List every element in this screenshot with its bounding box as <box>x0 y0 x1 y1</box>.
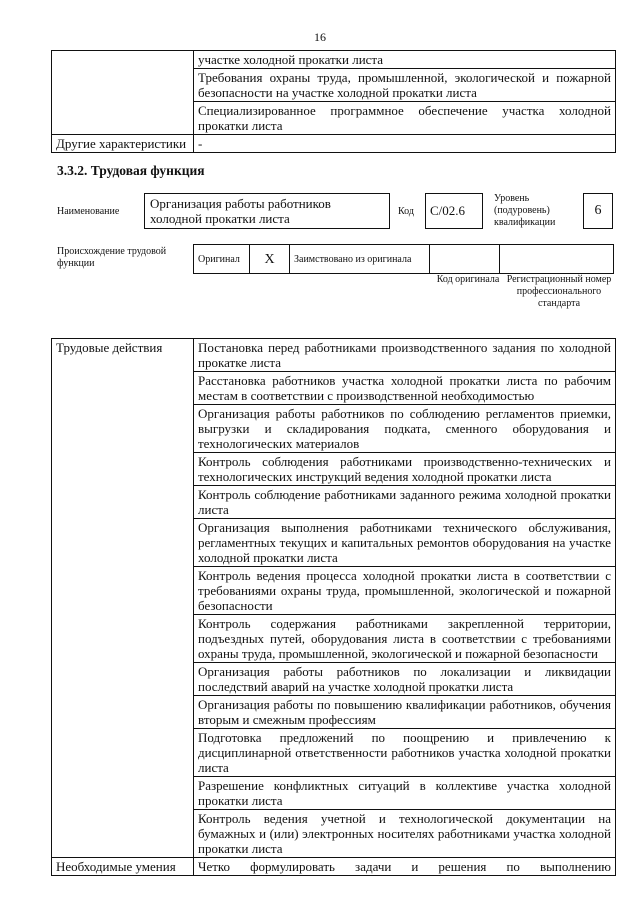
top-table-left-cell <box>52 51 194 135</box>
action-row: Расстановка работников участка холодной прокатки листа по рабочим местам в соответствии с производственной необходимостью <box>194 372 616 405</box>
other-characteristics-label: Другие характеристики <box>52 135 194 153</box>
function-code-value: C/02.6 <box>425 193 483 229</box>
action-row: Организация работы работников по соблюдению регламентов приемки, выгрузки и складирования подката, сменного оборудования и технологических материалов <box>194 405 616 453</box>
skills-label: Необходимые умения <box>52 858 194 876</box>
origin-label: Происхождение трудовой функции <box>57 246 167 269</box>
borrowed-label: Заимствовано из оригинала <box>290 245 430 274</box>
action-row: Организация выполнения работниками технического обслуживания, регламентных текущих и капитальных ремонтов оборудования на участке холодной прокатки листа <box>194 519 616 567</box>
action-row: Контроль соблюдение работниками заданного режима холодной прокатки листа <box>194 486 616 519</box>
name-label: Наименование <box>57 206 120 217</box>
reg-number-cell <box>500 245 614 274</box>
action-row: Организация работы по повышению квалификации работников, обучения вторым и смежным профессиям <box>194 696 616 729</box>
action-row: Контроль соблюдения работниками производственно-технических и технологических инструкций ведения холодной прокатки листа <box>194 453 616 486</box>
code-label: Код <box>398 206 414 217</box>
origin-table <box>193 244 614 274</box>
top-table-row: участке холодной прокатки листа <box>194 51 616 69</box>
action-row: Контроль ведения учетной и технологической документации на бумажных и (или) электронных носителях работниками участка холодной прокатки листа <box>194 810 616 858</box>
top-table-row: Требования охраны труда, промышленной, экологической и пожарной безопасности на участке холодной прокатки листа <box>194 69 616 102</box>
action-row: Постановка перед работниками производственного задания по холодной прокатке листа <box>194 339 616 372</box>
action-row: Разрешение конфликтных ситуаций в коллективе участка холодной прокатки листа <box>194 777 616 810</box>
original-label: Оригинал <box>194 245 250 274</box>
level-label: Уровень (подуровень) квалификации <box>494 193 556 228</box>
action-row: Подготовка предложений по поощрению и привлечению к дисциплинарной ответственности работников участка холодной прокатки листа <box>194 729 616 777</box>
main-table <box>51 338 616 876</box>
page-number: 16 <box>314 30 326 44</box>
actions-label: Трудовые действия <box>52 339 194 858</box>
top-table <box>51 50 616 153</box>
function-name-value: Организация работы работников холодной прокатки листа <box>144 193 390 229</box>
top-table-row: Специализированное программное обеспечение участка холодной прокатки листа <box>194 102 616 135</box>
reg-number-label: Регистрационный номер профессионального стандарта <box>506 274 612 309</box>
original-mark: X <box>250 245 290 274</box>
code-original-cell <box>430 245 500 274</box>
code-original-label: Код оригинала <box>436 274 500 285</box>
action-row: Контроль содержания работниками закрепленной территории, подъездных путей, оборудования листа в соответствии с требованиями охраны труда, промышленной, экологической и пожарной безопасности <box>194 615 616 663</box>
section-title: 3.3.2. Трудовая функция <box>57 163 205 178</box>
action-row: Организация работы работников по локализации и ликвидации последствий аварий на участке холодной прокатки листа <box>194 663 616 696</box>
action-row: Контроль ведения процесса холодной прокатки листа в соответствии с требованиями охраны труда, промышленной, экологической и пожарной безопасности <box>194 567 616 615</box>
level-value: 6 <box>583 193 613 229</box>
other-characteristics-value: - <box>194 135 616 153</box>
skills-row: Четко формулировать задачи и решения по выполнению <box>194 858 616 876</box>
